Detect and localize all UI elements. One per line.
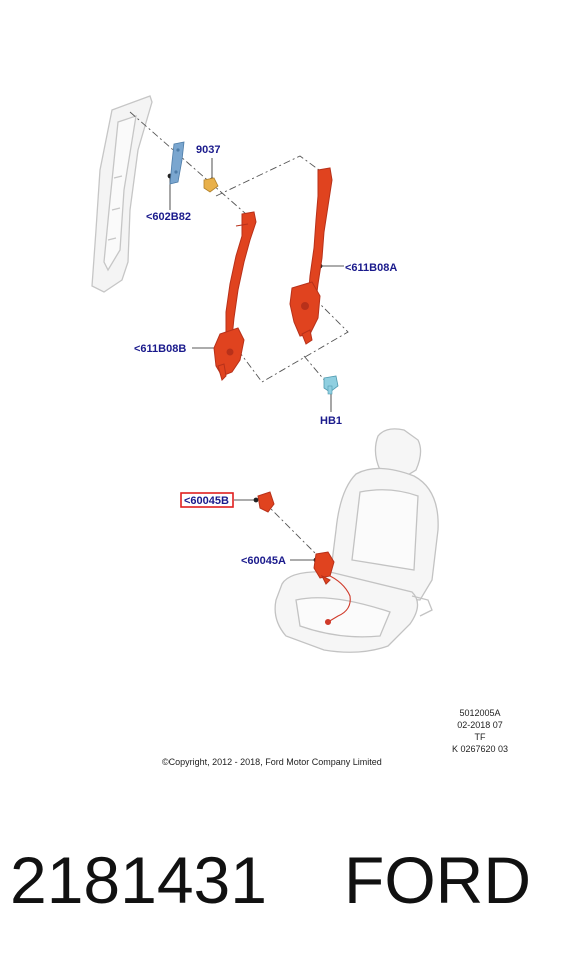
callout-60045b[interactable]: <60045B: [184, 495, 229, 507]
copyright-notice: ©Copyright, 2012 - 2018, Ford Motor Company Limited: [162, 757, 382, 767]
b-pillar: [92, 96, 152, 292]
info-line-1: 5012005A: [459, 708, 501, 718]
info-line-4: K 0267620 03: [451, 744, 509, 754]
seat: [275, 429, 438, 652]
part-number: 2181431: [10, 843, 267, 917]
callout-611b08b[interactable]: <611B08B: [134, 343, 187, 355]
seat-belt-611b08a: [290, 168, 332, 344]
callout-60045a[interactable]: <60045A: [241, 555, 286, 567]
info-line-2: 02-2018 07: [457, 720, 503, 730]
footer: [10, 842, 556, 922]
info-line-3: TF: [474, 732, 486, 742]
callout-9037[interactable]: 9037: [196, 144, 221, 156]
callout-hb1[interactable]: HB1: [320, 415, 343, 427]
bracket-602b82: [170, 142, 184, 184]
brand-name: FORD: [344, 843, 531, 917]
callout-611b08a[interactable]: <611B08A: [345, 262, 398, 274]
callout-602b82[interactable]: <602B82: [146, 211, 191, 223]
drawing-info: [440, 708, 520, 754]
clip-9037: [204, 178, 218, 192]
bolt-hb1: [324, 376, 338, 394]
seat-belt-611b08b: [214, 212, 256, 380]
